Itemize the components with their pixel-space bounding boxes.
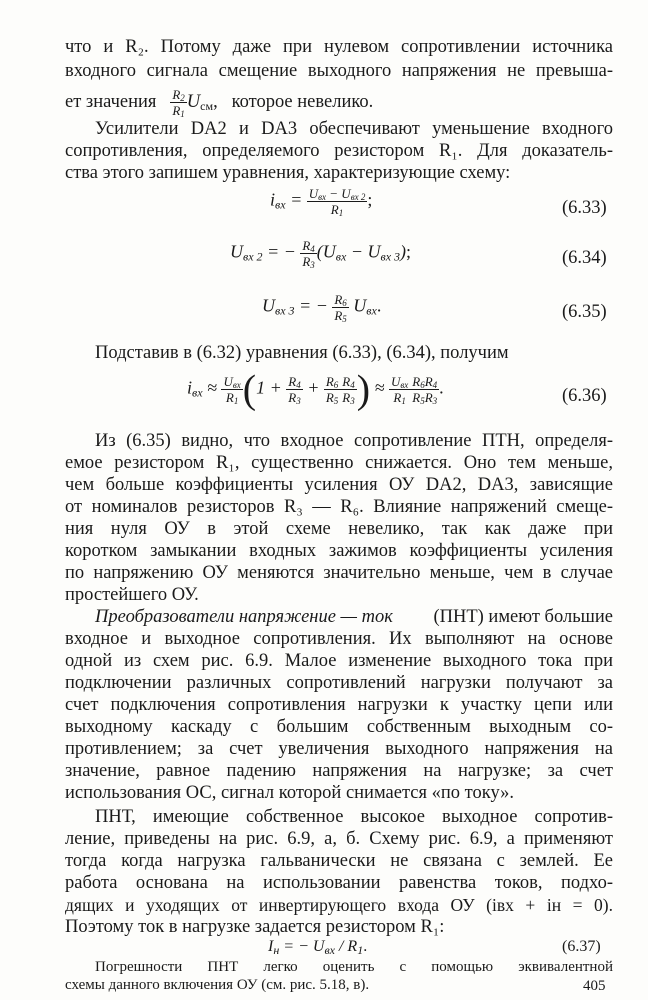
text-line: Усилители DA2 и DA3 обеспечивают уменьшение входного [95,119,613,139]
text-line: емое резистором R₁, существенно снижается. Оно тем меньше, [65,453,613,473]
text-line: Поэтому ток в нагрузке задается резистором R₁: [65,917,445,937]
text-line [95,606,613,628]
equation-6-33: $i_{вх}$ = $\frac{U_{вх} - U_{вх 2}}{R_1}$ ; [270,186,373,218]
term-italic: Преобразователи напряжение — ток [95,607,393,627]
text-line: Подставив в (6.32) уравнения (6.33), (6.34), получим [95,343,509,363]
text-line: Из (6.35) видно, что входное сопротивление ПТН, определя- [95,431,613,451]
text-segment: которое невелико. [231,92,374,112]
text-segment: (ПНТ) имеют большие [433,607,613,627]
text-line: противлением; за счет увеличения выходного напряжения на [65,739,613,759]
text-line: схемы данного включения ОУ (см. рис. 5.18, в). [65,977,370,993]
text-line: выходному каскаду с большим собственным выходным со- [65,717,613,737]
equation-6-35: $U_{вх 3}$ = − $\frac{R_6}{R_5}$ $U_{вх}$. [262,292,382,324]
text-line: входное и выходное сопротивления. Их выполняют на основе [65,629,613,649]
text-line: Погрешности ПНТ легко оценить с помощью эквивалентной [95,959,613,975]
inline-fraction: $\frac{R_2}{R_1}$ [172,87,185,120]
equation-label: (6.37) [562,938,601,955]
text-line: счет подключения сопротивления нагрузки к участку цепи или [65,695,613,715]
page-number: 405 [583,978,606,994]
text-line: подключении различных сопротивлений нагрузки получают за [65,673,613,693]
text-line: ства этого запишем уравнения, характеризующие схему: [65,163,511,183]
text-line: коротком замыкании входных зажимов коэффициенты усиления [65,541,613,561]
text-line: тогда когда нагрузка гальванически не связана с землей. Ее [65,851,613,871]
text-line: от номиналов резисторов R₃ — R₆. Влияние напряжений смеще- [65,497,613,517]
text-line: ния нуля ОУ в этой схеме невелико, так как даже при [65,519,613,539]
text-line: ПНТ, имеющие собственное высокое выходное сопротив- [95,807,613,827]
equation-6-37: $I_н$ = − $U_{вх} / R_1$. [268,938,368,957]
text-line: ление, приведены на рис. 6.9, а, б. Схему рис. 6.9, а применяют [65,829,613,849]
text-line: использования ОС, сигнал которой снимается «по току». [65,783,515,803]
equation-6-34: $U_{вх 2}$ = − $\frac{R_4}{R_3}$ $(U_{вх} - U_{вх 3})$; [230,238,412,270]
equation-label: (6.33) [562,198,607,218]
equation-label: (6.35) [562,302,607,322]
text-line: одной из схем рис. 6.9. Малое изменение выходного тока при [65,651,613,671]
text-line-with-fraction: ет значения $\frac{R_2}{R_1}$ $U_{см}$, которое невелико. [65,87,374,120]
text-line: чем больше коэффициенты усиления ОУ DA2, DA3, зависящие [65,475,613,495]
equation-6-36: $i_{вх}$ ≈ $\frac{U_{вх}}{R_1}$ (1 + $\frac{R_4}{R_3}$ + $\frac{R_6}{R_5}$ $\frac{R_4}{R_3}$ ) ≈ $\frac{U_{вх}}{R_1}$ $\frac{R_6R_4}{R_5R_3}$ . [187,366,444,412]
equation-label: (6.36) [562,386,607,406]
text-line: дящих и уходящих от инвертирующего входа ОУ (iвх + iн = 0). [65,895,613,915]
text-line: входного сигнала смещение выходного напряжения не превыша- [65,61,613,81]
text-line: работа основана на использовании равенства токов, подхо- [65,873,613,893]
text-line: значение, равное падению напряжения на нагрузке; за счет [65,761,613,781]
text-line: что и R₂. Потому даже при нулевом сопротивлении источника [65,37,613,57]
text-line: сопротивления, определяемого резистором R₁. Для доказатель- [65,141,613,161]
text-line: простейшего ОУ. [65,585,199,605]
text-segment: ет значения [65,92,157,112]
text-line: по напряжению ОУ меняются значительно меньше, чем в случае [65,563,613,583]
equation-label: (6.34) [562,248,607,268]
